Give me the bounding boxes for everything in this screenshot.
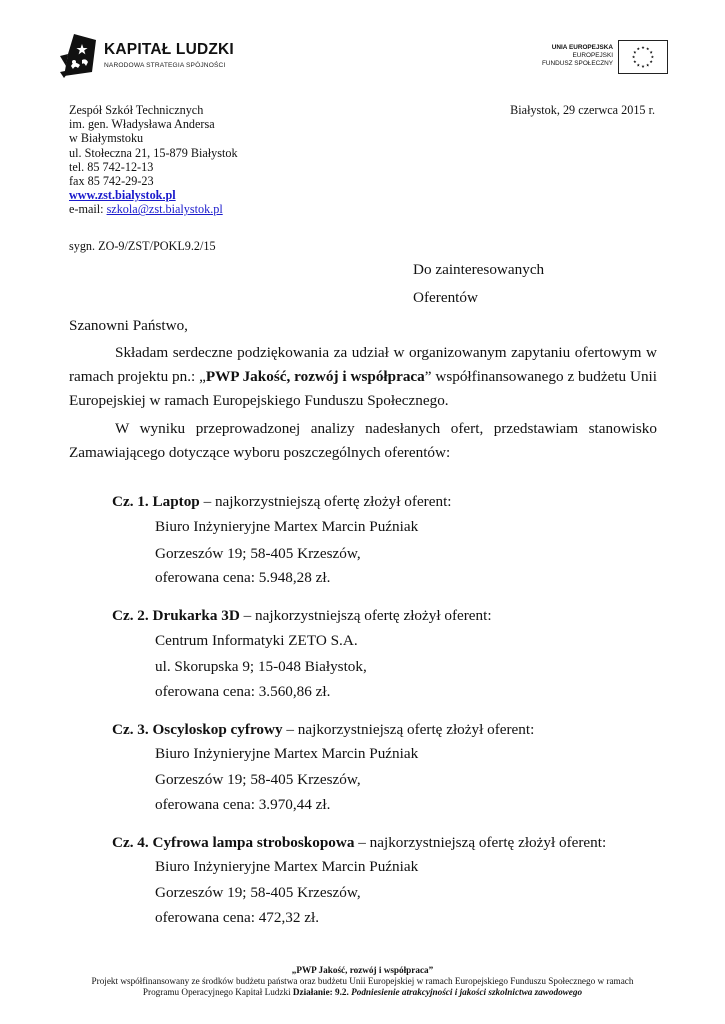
- kapital-ludzki-logo: [58, 32, 234, 82]
- item-2-suffix: – najkorzystniejszą ofertę złożył oferent:: [239, 607, 492, 624]
- item-1-address: Gorzeszów 19; 58-405 Krzeszów,: [155, 545, 361, 562]
- footer-program: Programu Operacyjnego Kapitał Ludzki: [142, 987, 293, 998]
- recipient-line-2: Oferentów: [413, 289, 478, 306]
- sender-fax: fax 85 742-29-23: [69, 174, 154, 189]
- kapital-ludzki-emblem-icon: [58, 32, 98, 80]
- item-3-price: oferowana cena: 3.970,44 zł.: [155, 796, 331, 813]
- item-4-price: oferowana cena: 472,32 zł.: [155, 909, 320, 926]
- footer-action-title: Podniesienie atrakcyjności i jakości szkolnictwa zawodowego: [348, 987, 583, 998]
- recipient-line-1: Do zainteresowanych: [413, 261, 545, 278]
- item-2-heading: [112, 604, 492, 628]
- footer-title: „PWP Jakość, rozwój i współpraca”: [291, 965, 434, 975]
- item-1-suffix: – najkorzystniejszą ofertę złożył oferent:: [199, 493, 452, 510]
- paragraph-result: [69, 417, 657, 465]
- footer-line-3: [20, 987, 705, 998]
- item-3-address: Gorzeszów 19; 58-405 Krzeszów,: [155, 771, 361, 788]
- kapital-ludzki-title: KAPITAŁ LUDZKI: [104, 41, 234, 58]
- sender-address: [69, 103, 238, 217]
- eu-line-1: UNIA EUROPEJSKA: [551, 44, 613, 51]
- item-4-address: Gorzeszów 19; 58-405 Krzeszów,: [155, 884, 361, 901]
- project-name: PWP Jakość, rozwój i współpraca: [205, 368, 425, 385]
- page-footer: [20, 965, 705, 999]
- item-1-heading: [112, 490, 452, 514]
- sender-tel: tel. 85 742-12-13: [69, 159, 154, 174]
- sender-line-3: w Białymstoku: [69, 131, 144, 146]
- website-link[interactable]: www.zst.bialystok.pl: [69, 188, 176, 203]
- item-4-heading: [112, 831, 606, 855]
- letter-date: Białystok, 29 czerwca 2015 r.: [510, 103, 655, 117]
- item-3-suffix: – najkorzystniejszą ofertę złożył oferent:: [282, 721, 535, 738]
- recipient-block: [413, 258, 544, 310]
- kapital-ludzki-subtitle: NARODOWA STRATEGIA SPÓJNOŚCI: [104, 62, 226, 69]
- item-2-price: oferowana cena: 3.560,86 zł.: [155, 683, 331, 700]
- item-2-company: Centrum Informatyki ZETO S.A.: [155, 632, 358, 649]
- item-4-company: Biuro Inżynieryjne Martex Marcin Puźniak: [155, 858, 419, 875]
- item-1-company: Biuro Inżynieryjne Martex Marcin Puźniak: [155, 518, 419, 535]
- sender-street: ul. Stołeczna 21, 15-879 Białystok: [69, 145, 238, 160]
- footer-line-2: Projekt współfinansowany ze środków budżetu państwa oraz budżetu Unii Europejskiej w ramach Europejskiego Funduszu Społecznego w ramach: [91, 976, 634, 987]
- eu-line-2: EUROPEJSKI: [572, 52, 613, 59]
- paragraph-thanks: [69, 341, 657, 413]
- item-4-suffix: – najkorzystniejszą ofertę złożył oferent:: [354, 834, 607, 851]
- item-1-price: oferowana cena: 5.948,28 zł.: [155, 569, 331, 586]
- item-1-title: Cz. 1. Laptop: [112, 493, 200, 510]
- item-3-title: Cz. 3. Oscyloskop cyfrowy: [112, 721, 283, 738]
- sender-name: Zespół Szkół Technicznych: [69, 103, 204, 117]
- eu-logo: [530, 40, 670, 80]
- email-row: [69, 202, 238, 216]
- greeting: Szanowni Państwo,: [69, 317, 188, 334]
- email-label: e-mail:: [69, 202, 107, 217]
- footer-action: Działanie: 9.2.: [292, 987, 349, 998]
- paragraph-thanks-before: Składam serdeczne podziękowania za udział w organizowanym zapytaniu ofertowym w ramach projektu pn.: „: [69, 344, 657, 385]
- eu-logo-text: [542, 44, 613, 68]
- sender-line-2: im. gen. Władysława Andersa: [69, 117, 215, 132]
- item-2-title: Cz. 2. Drukarka 3D: [112, 607, 240, 624]
- email-link[interactable]: szkola@zst.bialystok.pl: [106, 202, 223, 217]
- eu-flag-icon: [618, 40, 668, 74]
- eu-line-3: FUNDUSZ SPOŁECZNY: [541, 60, 613, 67]
- item-3-company: Biuro Inżynieryjne Martex Marcin Puźniak: [155, 745, 419, 762]
- reference-number: sygn. ZO-9/ZST/POKL9.2/15: [69, 239, 216, 253]
- item-3-heading: [112, 718, 534, 742]
- item-4-title: Cz. 4. Cyfrowa lampa stroboskopowa: [112, 834, 355, 851]
- paragraph-thanks-after: ” współfinansowanego z budżetu Unii Europejskiej w ramach Europejskiego Funduszu Społecznego.: [69, 368, 657, 409]
- item-2-address: ul. Skorupska 9; 15-048 Białystok,: [155, 658, 367, 675]
- paragraph-result-text: W wyniku przeprowadzonej analizy nadesłanych ofert, przedstawiam stanowisko Zamawiającego dotyczące wyboru poszczególnych oferentów:: [69, 420, 657, 461]
